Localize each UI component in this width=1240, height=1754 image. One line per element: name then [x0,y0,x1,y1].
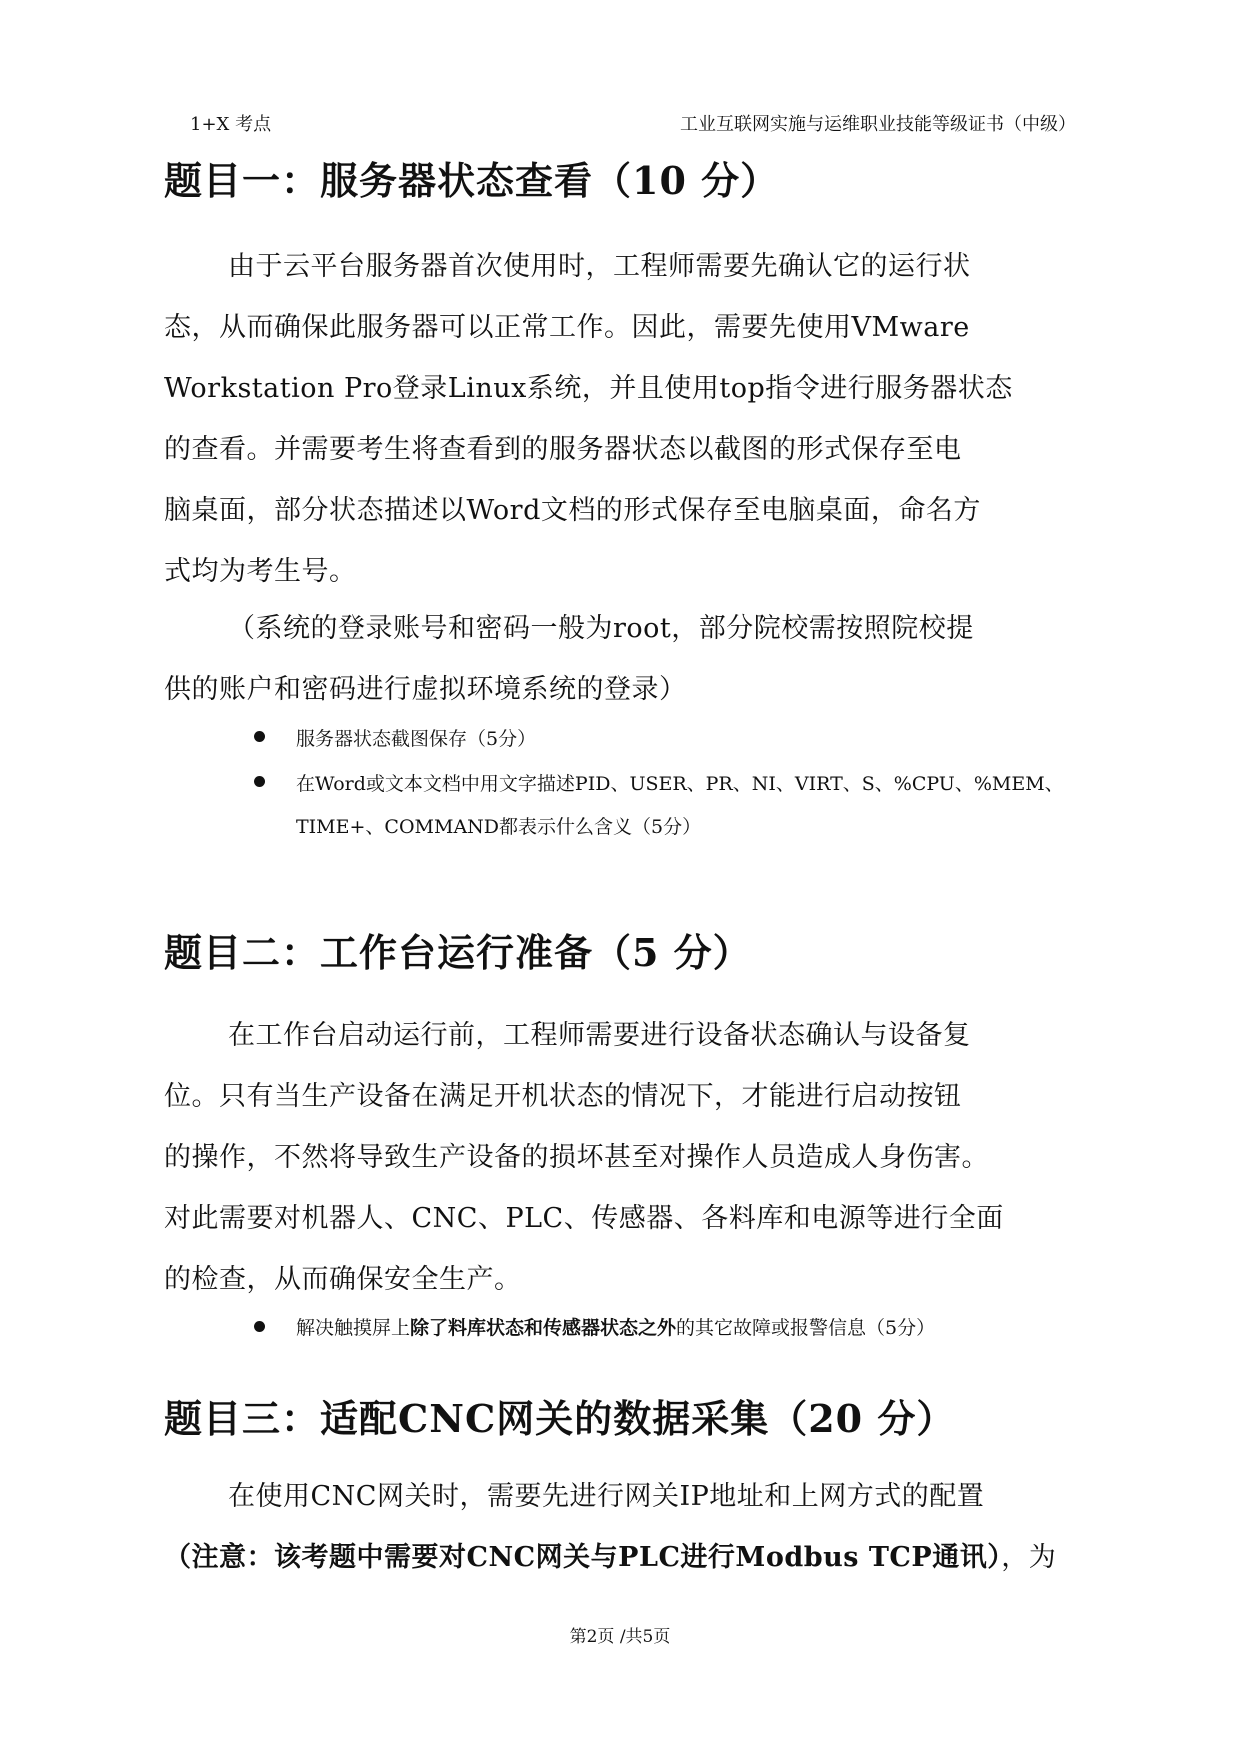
header-right: 工业互联网实施与运维职业技能等级证书（中级） [680,114,1076,135]
bullet-dot [254,731,265,742]
bullet-dot [254,776,265,787]
section3-title: 题目三：适配CNC网关的数据采集（20 分） [164,1396,956,1441]
section1-para2-line: 供的账户和密码进行虚拟环境系统的登录） [164,674,687,705]
header-left: 1+X 考点 [190,114,272,135]
section1-bullet2-line: TIME+、COMMAND都表示什么含义（5分） [296,816,702,838]
section1-para1-line: 式均为考生号。 [164,556,357,587]
section1-bullet2-line: 在Word或文本文档中用文字描述PID、USER、PR、NI、VIRT、S、%CPU、%MEM、 [296,773,1064,795]
section1-para1-line: 脑桌面，部分状态描述以Word文档的形式保存至电脑桌面，命名方 [164,495,981,526]
section2-bullet-post: 的其它故障或报警信息（5分） [676,1317,936,1339]
section3-line2-bold: （注意：该考题中需要对CNC网关与PLC进行Modbus TCP通讯） [164,1542,1002,1573]
section1-para1-line: 由于云平台服务器首次使用时，工程师需要先确认它的运行状 [228,251,971,282]
section2-para-line: 对此需要对机器人、CNC、PLC、传感器、各料库和电源等进行全面 [164,1203,1004,1234]
section3-line2 [164,1535,1056,1574]
section1-para1-line: 态，从而确保此服务器可以正常工作。因此，需要先使用VMware [164,312,970,343]
section2-bullet-bold: 除了料库状态和传感器状态之外 [410,1317,677,1339]
section1-para1-line: 的查看。并需要考生将查看到的服务器状态以截图的形式保存至电 [164,434,962,465]
section2-para-line: 在工作台启动运行前，工程师需要进行设备状态确认与设备复 [228,1020,971,1051]
section2-bullet [296,1313,935,1340]
page-number: 第2页 /共5页 [569,1627,671,1647]
section1-bullet1: 服务器状态截图保存（5分） [296,728,537,750]
section2-title: 题目二：工作台运行准备（5 分） [164,930,752,975]
section2-para-line: 的操作，不然将导致生产设备的损坏甚至对操作人员造成人身伤害。 [164,1142,989,1173]
section2-para-line: 的检查，从而确保安全生产。 [164,1264,522,1295]
section1-title: 题目一：服务器状态查看（10 分） [164,158,780,203]
section1-para1-line: Workstation Pro登录Linux系统，并且使用top指令进行服务器状态 [164,373,1013,404]
bullet-dot [254,1321,265,1332]
section2-para-line: 位。只有当生产设备在满足开机状态的情况下，才能进行启动按钮 [164,1081,962,1112]
section1-para2-line: （系统的登录账号和密码一般为root，部分院校需按照院校提 [228,613,974,644]
section2-bullet-pre: 解决触摸屏上 [296,1317,411,1339]
section3-line2-post: ，为 [1001,1542,1057,1573]
section3-line1: 在使用CNC网关时，需要先进行网关IP地址和上网方式的配置 [228,1481,985,1512]
